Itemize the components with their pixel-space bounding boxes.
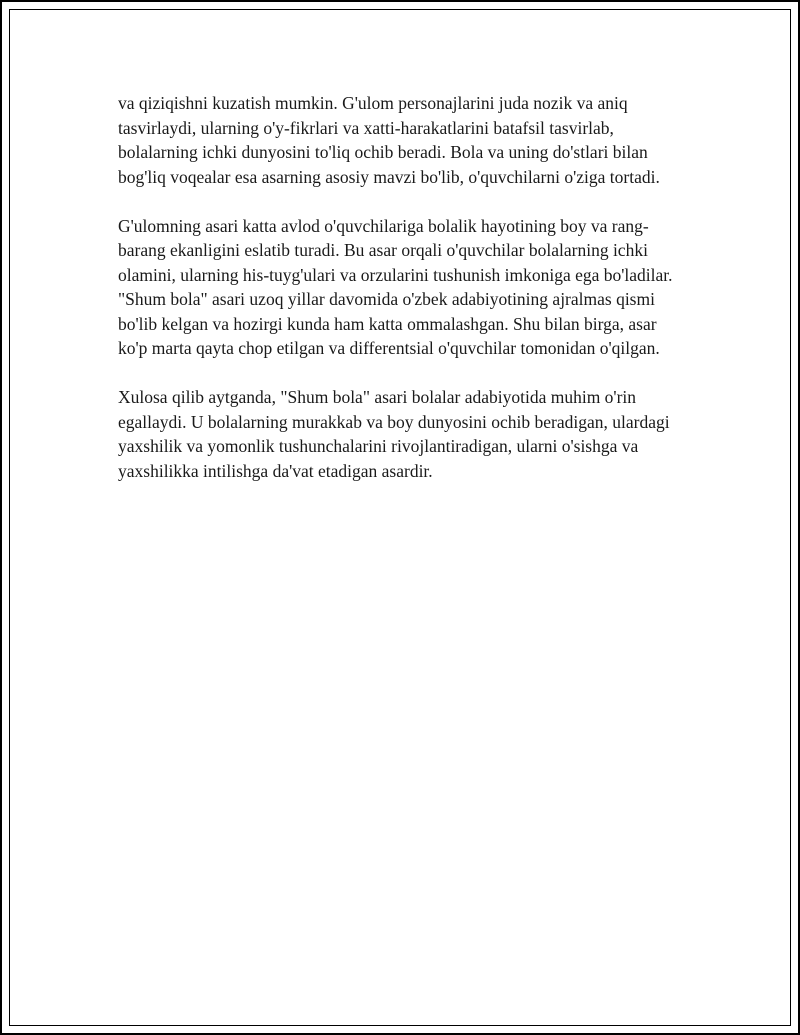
paragraph-2: G'ulomning asari katta avlod o'quvchilariga bolalik hayotining boy va rang-barang ekanligini eslatib turadi. Bu asar orqali o'quvchilar bolalarning ichki olamini, ularning his-tuyg'ulari va orzularini tushunish imkoniga ega bo'ladilar. "Shum bola" asari uzoq yillar davomida o'zbek adabiyotining ajralmas qismi bo'lib kelgan va hozirgi kunda ham katta ommalashgan. Shu bilan birga, asar ko'p marta qayta chop etilgan va differentsial o'quvchilar tomonidan o'qilgan.	[118, 215, 673, 358]
paragraph-3: Xulosa qilib aytganda, "Shum bola" asari bolalar adabiyotida muhim o'rin egallaydi. U bolalarning murakkab va boy dunyosini ochib beradigan, ulardagi yaxshilik va yomonlik tushunchalarini rivojlantiradigan, ularni o'sishga va yaxshilikka intilishga da'vat etadigan asardir.	[118, 387, 670, 481]
paragraph-1: va qiziqishni kuzatish mumkin. G'ulom personajlarini juda nozik va aniq tasvirlaydi, ularning o'y-fikrlari va xatti-harakatlarini batafsil tasvirlab, bolalarning ichki dunyosini to'liq ochib beradi. Bola va uning do'stlari bilan bog'liq voqealar esa asarning asosiy mavzi bo'lib, o'quvchilarni o'ziga tortadi.	[118, 93, 660, 187]
document-body	[118, 91, 678, 508]
